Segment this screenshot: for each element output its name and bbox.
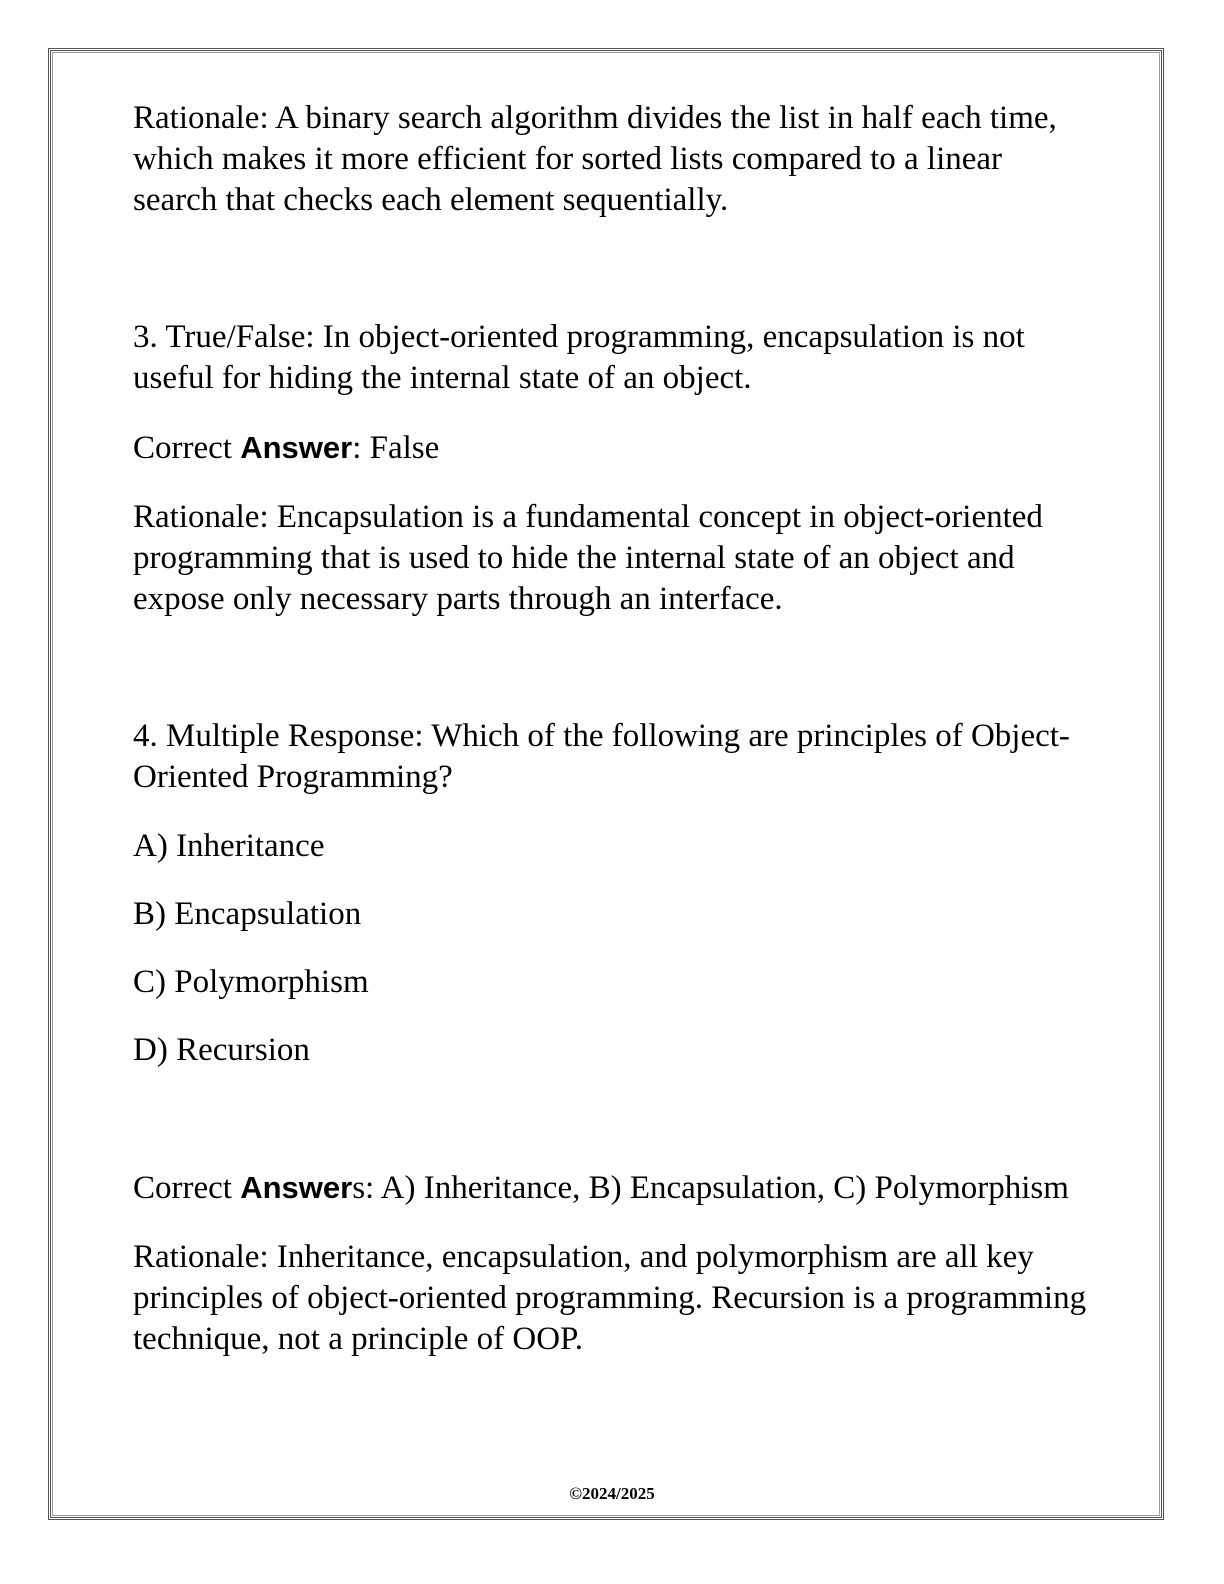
copyright-footer: ©2024/2025: [569, 1484, 655, 1503]
answer-q3: [133, 427, 1093, 469]
answer-q4: [133, 1167, 1093, 1209]
document-body: [133, 98, 1093, 1360]
rationale-q3: Rationale: Encapsulation is a fundamental concept in object-oriented programming that is used to hide the internal state of an object and expose only necessary parts through an interface.: [133, 499, 1043, 617]
option-d: D) Recursion: [133, 1032, 310, 1068]
question-4: 4. Multiple Response: Which of the following are principles of Object-Oriented Programming?: [133, 718, 1070, 795]
rationale-q4: Rationale: Inheritance, encapsulation, and polymorphism are all key principles of object-oriented programming. Recursion is a programming technique, not a principle of OOP.: [133, 1239, 1087, 1357]
answer-value: : False: [352, 430, 440, 466]
answer-prefix: Correct: [133, 430, 241, 466]
option-b: B) Encapsulation: [133, 896, 362, 932]
answer-keyword: Answer: [240, 430, 353, 465]
answer-prefix: Correct: [133, 1170, 241, 1206]
answer-value: s: A) Inheritance, B) Encapsulation, C) Polymorphism: [352, 1170, 1069, 1206]
question-3: 3. True/False: In object-oriented programming, encapsulation is not useful for hiding the internal state of an object.: [133, 319, 1025, 396]
option-c: C) Polymorphism: [133, 964, 369, 1000]
option-a: A) Inheritance: [133, 828, 325, 864]
answer-keyword: Answer: [240, 1170, 353, 1205]
rationale-q2: Rationale: A binary search algorithm divides the list in half each time, which makes it more efficient for sorted lists compared to a linear search that checks each element sequentially.: [133, 100, 1057, 218]
